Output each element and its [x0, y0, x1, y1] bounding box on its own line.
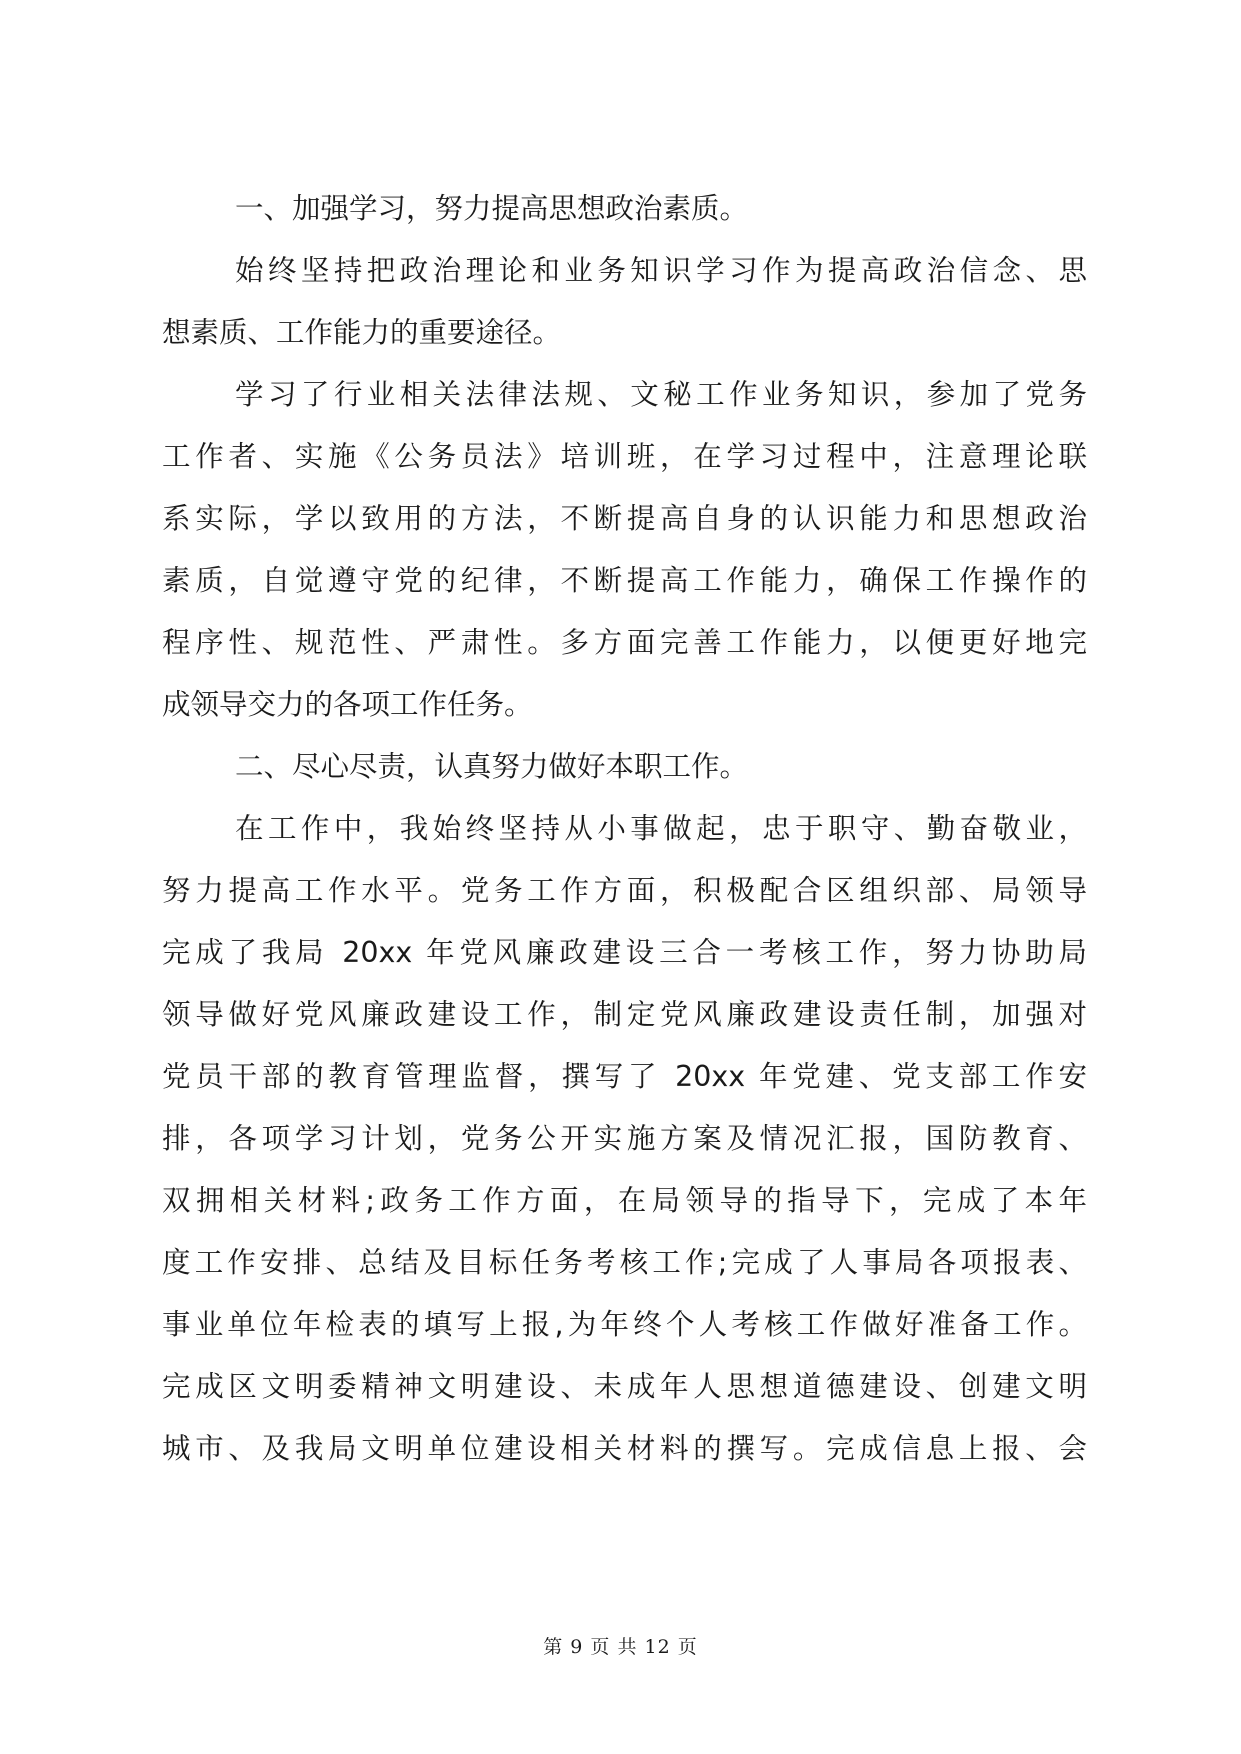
section-heading-2: 二、尽心尽责，认真努力做好本职工作。	[235, 750, 749, 783]
paragraph-line: 度工作安排、总结及目标任务考核工作;完成了人事局各项报表、	[162, 1246, 1087, 1279]
paragraph-line: 双拥相关材料;政务工作方面，在局领导的指导下，完成了本年	[162, 1184, 1087, 1217]
paragraph-line: 素质，自觉遵守党的纪律，不断提高工作能力，确保工作操作的	[162, 564, 1087, 597]
paragraph-line: 工作者、实施《公务员法》培训班，在学习过程中，注意理论联	[162, 440, 1087, 473]
paragraph-line: 努力提高工作水平。党务工作方面，积极配合区组织部、局领导	[162, 874, 1087, 907]
paragraph-line: 想素质、工作能力的重要途径。	[162, 316, 562, 349]
page-number-footer: 第 9 页 共 12 页	[543, 1636, 698, 1658]
paragraph-line: 领导做好党风廉政建设工作，制定党风廉政建设责任制，加强对	[162, 998, 1087, 1031]
section-heading-1: 一、加强学习，努力提高思想政治素质。	[235, 192, 749, 225]
paragraph-line: 党员干部的教育管理监督，撰写了 20xx 年党建、党支部工作安	[162, 1060, 1087, 1093]
paragraph-line: 城市、及我局文明单位建设相关材料的撰写。完成信息上报、会	[162, 1432, 1087, 1465]
paragraph-line: 排，各项学习计划，党务公开实施方案及情况汇报，国防教育、	[162, 1122, 1087, 1155]
paragraph-line: 事业单位年检表的填写上报,为年终个人考核工作做好准备工作。	[162, 1308, 1087, 1341]
document-body	[162, 178, 1087, 1480]
paragraph-line: 始终坚持把政治理论和业务知识学习作为提高政治信念、思	[235, 254, 1087, 287]
paragraph-line: 系实际，学以致用的方法，不断提高自身的认识能力和思想政治	[162, 502, 1087, 535]
paragraph-line: 在工作中，我始终坚持从小事做起，忠于职守、勤奋敬业，	[235, 812, 1087, 845]
paragraph-line: 学习了行业相关法律法规、文秘工作业务知识，参加了党务	[235, 378, 1087, 411]
paragraph-line: 程序性、规范性、严肃性。多方面完善工作能力，以便更好地完	[162, 626, 1087, 659]
paragraph-line: 成领导交力的各项工作任务。	[162, 688, 533, 721]
paragraph-line: 完成了我局 20xx 年党风廉政建设三合一考核工作，努力协助局	[162, 936, 1087, 969]
paragraph-line: 完成区文明委精神文明建设、未成年人思想道德建设、创建文明	[162, 1370, 1087, 1403]
